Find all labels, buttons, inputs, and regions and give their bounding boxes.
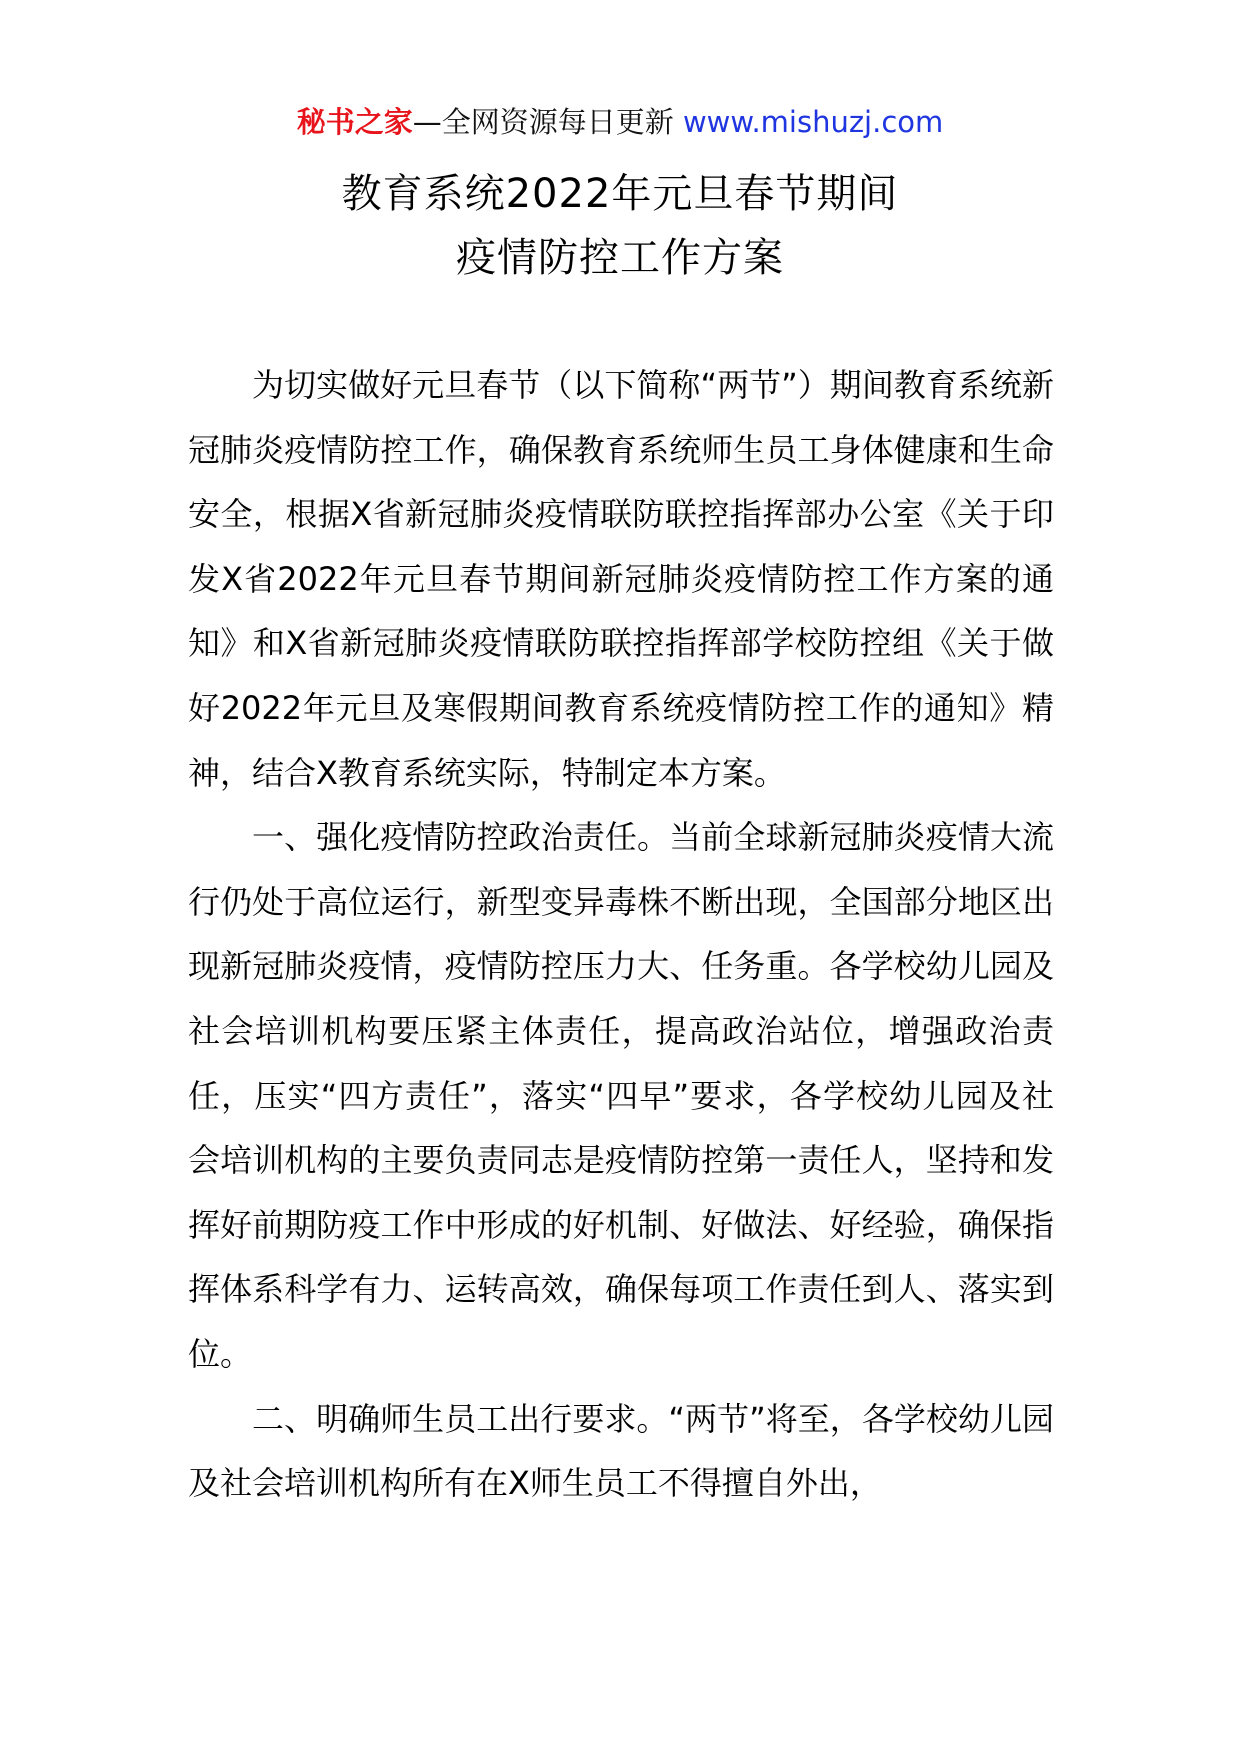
document-title-line-1: 教育系统2022年元旦春节期间 [341,171,899,217]
paragraph-intro: 为切实做好元旦春节（以下简称“两节”）期间教育系统新冠肺炎疫情防控工作，确保教育系统师生员工身体健康和生命安全，根据X省新冠肺炎疫情联防联控指挥部办公室《关于印发X省2022年元旦春节期间新冠肺炎疫情防控工作方案的通知》和X省新冠肺炎疫情联防联控指挥部学校防控组《关于做好2022年元旦及寒假期间教育系统疫情防控工作的通知》精神，结合X教育系统实际，特制定本方案。 [188,366,1054,792]
paragraph-section-1: 一、强化疫情防控政治责任。当前全球新冠肺炎疫情大流行仍处于高位运行，新型变异毒株不断出现，全国部分地区出现新冠肺炎疫情，疫情防控压力大、任务重。各学校幼儿园及社会培训机构要压紧主体责任，提高政治站位，增强政治责任，压实“四方责任”，落实“四早”要求，各学校幼儿园及社会培训机构的主要负责同志是疫情防控第一责任人，坚持和发挥好前期防疫工作中形成的好机制、好做法、好经验，确保指挥体系科学有力、运转高效，确保每项工作责任到人、落实到位。 [188,818,1054,1373]
site-tagline: —全网资源每日更新 [412,105,674,139]
site-brand: 秘书之家 [296,105,413,139]
site-banner [0,102,1240,142]
document-body [188,353,1054,1516]
site-url-link[interactable]: www.mishuzj.com [682,105,944,139]
document-title-line-2: 疫情防控工作方案 [456,235,784,281]
paragraph-section-2: 二、明确师生员工出行要求。“两节”将至，各学校幼儿园及社会培训机构所有在X师生员工不得擅自外出， [188,1399,1054,1503]
